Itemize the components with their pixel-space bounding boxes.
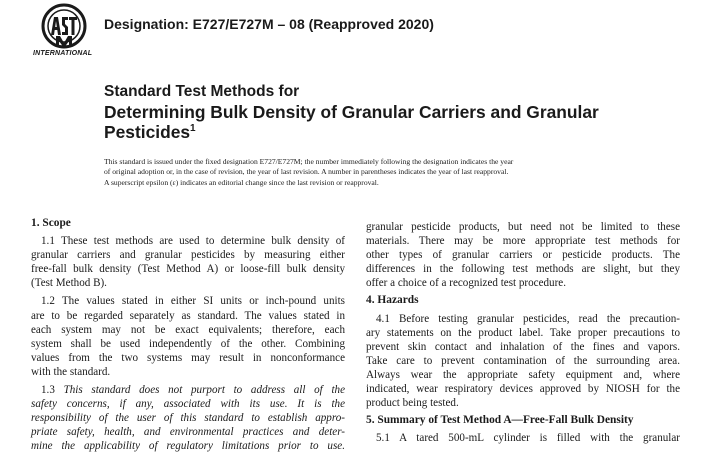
page-title xyxy=(104,102,664,142)
paragraph-line: mine the applicability of regulatory limitations prior to use. xyxy=(31,440,345,453)
paragraph-line: free-fall bulk density (Test Method A) or loose-fill bulk density xyxy=(31,263,345,276)
paragraph-line: ary statements on the product label. Take proper precautions to xyxy=(366,326,680,339)
notice-line: of original adoption or, in the case of revision, the year of last revision. A number in parentheses indicates the year of last reapproval. xyxy=(104,167,509,177)
paragraph-line: 4.1 Before testing granular pesticides, read the precaution- xyxy=(376,312,680,325)
paragraph-line: differences in the following test methods are slight, but they xyxy=(366,263,680,276)
paragraph-line: are to be regarded separately as standard. The values stated in xyxy=(31,309,345,322)
title-line-1: Determining Bulk Density of Granular Carriers and Granular xyxy=(104,102,599,122)
paragraph-line: Always wear the appropriate safety equipment and, where xyxy=(366,368,680,381)
paragraph-line: 5.1 A tared 500-mL cylinder is filled with the granular xyxy=(376,432,680,445)
section-heading-scope: 1. Scope xyxy=(31,217,71,229)
paragraph-line: system shall be used independently of the other. Combining xyxy=(31,337,345,350)
section-heading-hazards: 4. Hazards xyxy=(366,294,419,307)
section-heading-summary: 5. Summary of Test Method A—Free-Fall Bulk Density xyxy=(366,414,634,427)
paragraph-line: 1.1 These test methods are used to determine bulk density of xyxy=(41,235,345,248)
paragraph-line: responsibility of the user of this standard to establish appro- xyxy=(31,412,345,425)
paragraph-line: with the standard. xyxy=(31,365,111,378)
notice-line: A superscript epsilon (ε) indicates an editorial change since the last revision or reapproval. xyxy=(104,177,379,187)
logo-wordmark: INTERNATIONAL xyxy=(33,50,93,57)
title-prefix: Standard Test Methods for xyxy=(104,83,300,100)
paragraph-line: prevent skin contact and inhalation of the fines and vapors. xyxy=(366,340,680,353)
right-column xyxy=(366,220,680,445)
paragraph-line: indicated, wear respiratory devices approved by NIOSH for the xyxy=(366,383,680,396)
paragraph-line: Take care to prevent contamination of the surrounding area. xyxy=(366,354,680,367)
notice-line: This standard is issued under the fixed designation E727/E727M; the number immediately following the designation indicates the year xyxy=(104,157,514,166)
paragraph-line: each system may not be exact equivalents; therefore, each xyxy=(31,323,345,336)
astm-logo-icon xyxy=(34,3,96,69)
paragraph-line: materials. There may be more appropriate test methods for xyxy=(366,235,680,248)
title-footnote-mark[interactable]: 1 xyxy=(190,123,196,134)
paragraph-line: granular carriers and granular pesticides by measuring either xyxy=(31,249,345,262)
paragraph-line: priate safety, health, and environmental practices and deter- xyxy=(31,426,345,439)
italic-text: This standard does not purport to address all of the xyxy=(63,384,345,397)
paragraph-line: product being tested. xyxy=(366,397,459,410)
paragraph-number: 1.3 xyxy=(41,384,55,397)
left-column xyxy=(31,216,345,454)
paragraph-line: (Test Method B). xyxy=(31,277,107,290)
paragraph-line: 1.2 The values stated in either SI units or inch-pound units xyxy=(41,295,345,308)
paragraph-line: other types of granular carriers or pesticide products. The xyxy=(366,249,680,262)
paragraph-line: granular pesticide products, but need not be limited to these xyxy=(366,221,680,233)
paragraph-line: safety concerns, if any, associated with its use. It is the xyxy=(31,398,345,411)
designation: Designation: E727/E727M – 08 (Reapproved 2020) xyxy=(104,16,434,32)
paragraph-line: offer a choice of a recognized test procedure. xyxy=(366,277,566,290)
paragraph-line xyxy=(31,383,345,397)
designation-notice xyxy=(104,157,664,188)
title-line-2: Pesticides xyxy=(104,122,191,142)
paragraph-line: values from the two systems may result in nonconformance xyxy=(31,351,345,364)
